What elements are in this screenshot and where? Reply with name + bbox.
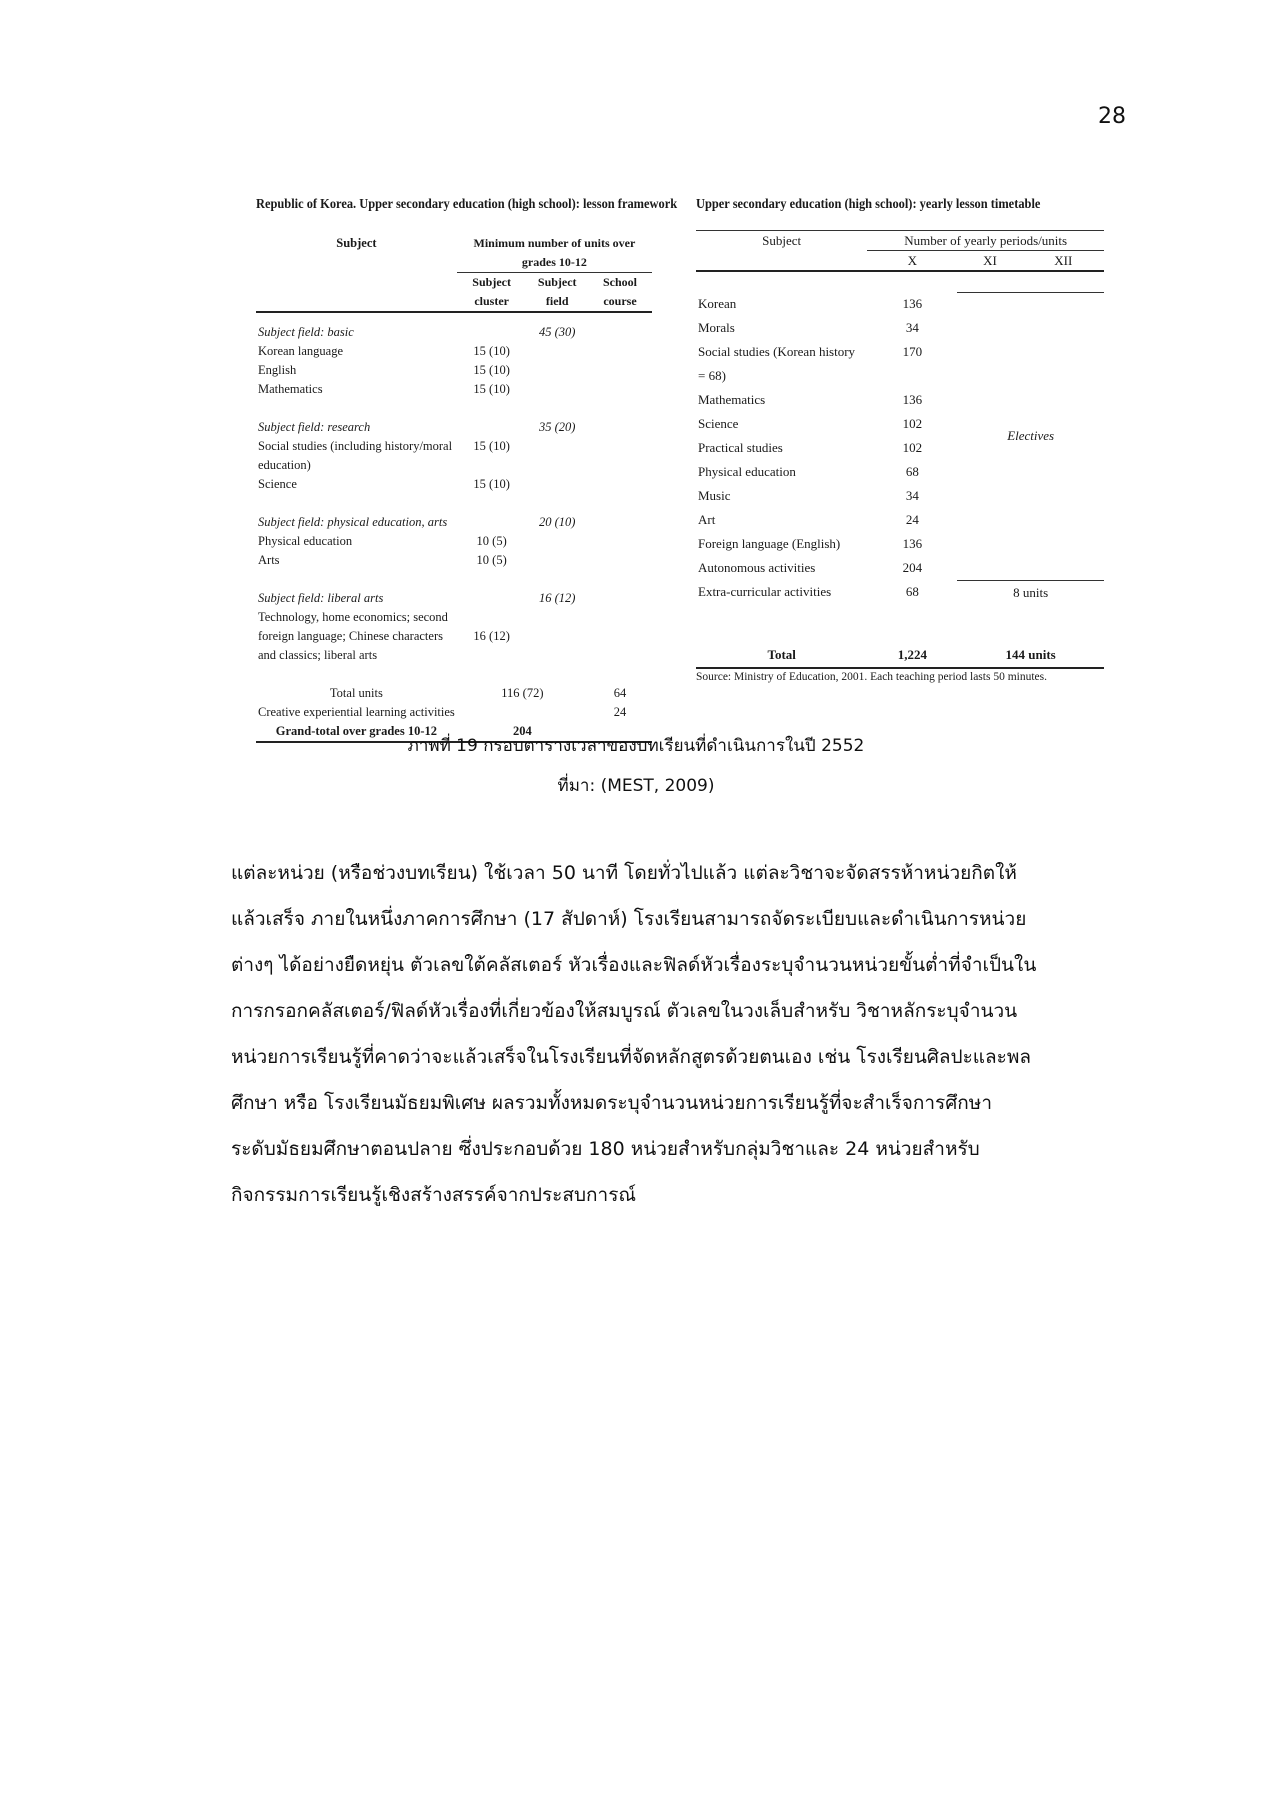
row-x: 34	[905, 488, 919, 503]
row-field	[526, 608, 588, 665]
paragraph-line: ระดับมัธยมศึกษาตอนปลาย ซึ่งประกอบด้วย 180 หน่วยสำหรับกลุ่มวิชาและ 24 หน่วยสำหรับ	[231, 1138, 980, 1160]
table-row	[696, 292, 1104, 316]
paragraph-line: หน่วยการเรียนรู้ที่คาดว่าจะแล้วเสร็จในโรงเรียนที่จัดหลักสูตรด้วยตนเอง เช่น โรงเรียนศิลปะและพล	[231, 1046, 1032, 1068]
row-cluster: 15 (10)	[473, 344, 510, 358]
row-cluster: 10 (5)	[476, 553, 507, 567]
table-row	[256, 323, 652, 342]
row-cluster: 15 (10)	[473, 382, 510, 396]
creative-value: 24	[613, 705, 627, 719]
row-field	[526, 342, 588, 361]
row-course	[588, 589, 652, 608]
table-title: Upper secondary education (high school): yearly lesson timetable	[696, 196, 1041, 211]
paragraph-line: แต่ละหน่วย (หรือช่วงบทเรียน) ใช้เวลา 50 นาที โดยทั่วไปแล้ว แต่ละวิชาจะจัดสรรห้าหน่วยกิตให้	[231, 862, 1017, 884]
row-field	[526, 532, 588, 551]
row-course	[588, 418, 652, 437]
row-x: 136	[902, 392, 923, 407]
row-subject: Technology, home economics; second foreign language; Chinese characters and classics; liberal arts	[258, 610, 448, 662]
row-x: 68	[905, 464, 919, 479]
table-row	[256, 608, 652, 665]
total-course: 64	[613, 686, 627, 700]
extra-units: 8 units	[957, 580, 1104, 605]
row-x: 102	[902, 416, 923, 431]
row-course	[588, 437, 652, 475]
row-subject: Korean	[698, 296, 737, 311]
row-subject: Art	[698, 512, 716, 527]
row-x: 24	[905, 512, 919, 527]
creative-label: Creative experiential learning activities	[258, 705, 455, 719]
paragraph-line: ต่างๆ ได้อย่างยืดหยุ่น ตัวเลขใต้คลัสเตอร์ หัวเรื่องและฟิลด์หัวเรื่องระบุจำนวนหน่วยขั้นต่ำที่จำเป็นใน	[231, 954, 1037, 976]
grand-label: Grand-total over grades 10-12	[275, 724, 437, 738]
row-course	[588, 608, 652, 665]
header-subject: Subject	[256, 234, 457, 312]
row-course	[588, 342, 652, 361]
row-subject: Subject field: physical education, arts	[258, 515, 448, 529]
row-subject: Music	[698, 488, 731, 503]
paragraph-line: แล้วเสร็จ ภายในหนึ่งภาคการศึกษา (17 สัปดาห์) โรงเรียนสามารถจัดระเบียบและดำเนินการหน่วย	[231, 908, 1027, 930]
row-x: 136	[902, 296, 923, 311]
header-group: Minimum number of units over grades 10-12	[457, 234, 652, 273]
table-row	[256, 589, 652, 608]
body-paragraph	[231, 850, 1131, 1218]
row-subject: English	[258, 363, 297, 377]
yearly-timetable-table	[696, 196, 1104, 683]
total-value: 116 (72)	[501, 686, 544, 700]
grade-xi: XI	[957, 251, 1022, 272]
row-subject: Subject field: basic	[258, 325, 354, 339]
row-x: 34	[905, 320, 919, 335]
row-field	[526, 361, 588, 380]
header-course: School course	[588, 273, 652, 313]
row-subject: Subject field: research	[258, 420, 371, 434]
table-row	[256, 665, 652, 684]
header-subject: Subject	[696, 231, 867, 272]
row-cluster	[457, 323, 527, 342]
row-field	[526, 475, 588, 494]
row-course	[588, 475, 652, 494]
row-field: 35 (20)	[539, 420, 576, 434]
table-row	[256, 494, 652, 513]
table-row	[256, 399, 652, 418]
table-row	[256, 513, 652, 532]
table-row	[256, 361, 652, 380]
row-course	[588, 323, 652, 342]
row-course	[588, 532, 652, 551]
total-label: Total units	[329, 686, 383, 700]
row-field	[526, 437, 588, 475]
row-x: 204	[902, 560, 923, 575]
paragraph-line: การกรอกคลัสเตอร์/ฟิลด์หัวเรื่องที่เกี่ยวข้องให้สมบูรณ์ ตัวเลขในวงเล็บสำหรับ วิชาหลักระบุจำนวน	[231, 1000, 1018, 1022]
row-subject: Science	[258, 477, 297, 491]
row-cluster: 16 (12)	[473, 629, 510, 643]
row-subject: Social studies (Korean history = 68)	[698, 344, 856, 383]
extra-x: 68	[905, 584, 919, 599]
row-cluster: 15 (10)	[473, 477, 510, 491]
row-field	[526, 551, 588, 570]
row-cluster	[457, 589, 527, 608]
row-course	[588, 513, 652, 532]
row-subject: Korean language	[258, 344, 344, 358]
row-field	[526, 380, 588, 399]
row-subject: Mathematics	[698, 392, 766, 407]
row-subject: Physical education	[698, 464, 796, 479]
row-subject: Practical studies	[698, 440, 783, 455]
row-subject: Subject field: liberal arts	[258, 591, 384, 605]
row-field: 45 (30)	[539, 325, 576, 339]
grade-x: X	[867, 251, 957, 272]
page-number: 28	[1098, 104, 1126, 129]
row-subject: Mathematics	[258, 382, 323, 396]
table-row	[256, 475, 652, 494]
row-cluster: 15 (10)	[473, 363, 510, 377]
total-x: 1,224	[897, 646, 927, 662]
extra-label: Extra-curricular activities	[698, 584, 832, 599]
row-subject: Morals	[698, 320, 735, 335]
table-title: Republic of Korea. Upper secondary education (high school): lesson framework	[256, 196, 678, 211]
grand-value: 204	[513, 724, 532, 738]
total-label: Total	[767, 646, 796, 662]
row-course	[588, 551, 652, 570]
row-subject: Autonomous activities	[698, 560, 816, 575]
row-course	[588, 361, 652, 380]
figure-caption: ภาพที่ 19 กรอบตารางเวลาของบทเรียนที่ดำเนินการในปี 2552	[407, 736, 865, 756]
electives-label: Electives	[1007, 428, 1055, 443]
row-subject: Social studies (including history/moral education)	[258, 439, 453, 472]
header-group: Number of yearly periods/units	[867, 231, 1104, 251]
table-row	[256, 418, 652, 437]
row-subject: Science	[698, 416, 739, 431]
paragraph-line: ศึกษา หรือ โรงเรียนมัธยมพิเศษ ผลรวมทั้งหมดระบุจำนวนหน่วยการเรียนรู้ที่จะสำเร็จการศึกษา	[231, 1092, 993, 1114]
header-cluster: Subject cluster	[457, 273, 527, 313]
row-x: 136	[902, 536, 923, 551]
table-source: Source: Ministry of Education, 2001. Each teaching period lasts 50 minutes.	[696, 670, 1047, 683]
grade-xii: XII	[1023, 251, 1104, 272]
figure-source: ที่มา: (MEST, 2009)	[557, 776, 715, 796]
table-row	[256, 380, 652, 399]
table-row	[256, 437, 652, 475]
row-subject: Foreign language (English)	[698, 536, 841, 551]
row-cluster: 15 (10)	[473, 439, 510, 453]
table-row	[256, 570, 652, 589]
row-course	[588, 380, 652, 399]
row-cluster: 10 (5)	[476, 534, 507, 548]
row-field: 20 (10)	[539, 515, 576, 529]
header-field: Subject field	[526, 273, 588, 313]
row-x: 102	[902, 440, 923, 455]
row-cluster	[457, 513, 527, 532]
total-units: 144 units	[1005, 646, 1056, 662]
paragraph-line: กิจกรรมการเรียนรู้เชิงสร้างสรรค์จากประสบการณ์	[231, 1184, 637, 1206]
row-cluster	[457, 418, 527, 437]
row-x: 170	[902, 344, 923, 359]
table-row	[256, 532, 652, 551]
row-subject: Arts	[258, 553, 280, 567]
table-row	[256, 342, 652, 361]
row-subject: Physical education	[258, 534, 353, 548]
lesson-framework-table	[256, 196, 678, 743]
row-field: 16 (12)	[539, 591, 576, 605]
table-row	[256, 551, 652, 570]
